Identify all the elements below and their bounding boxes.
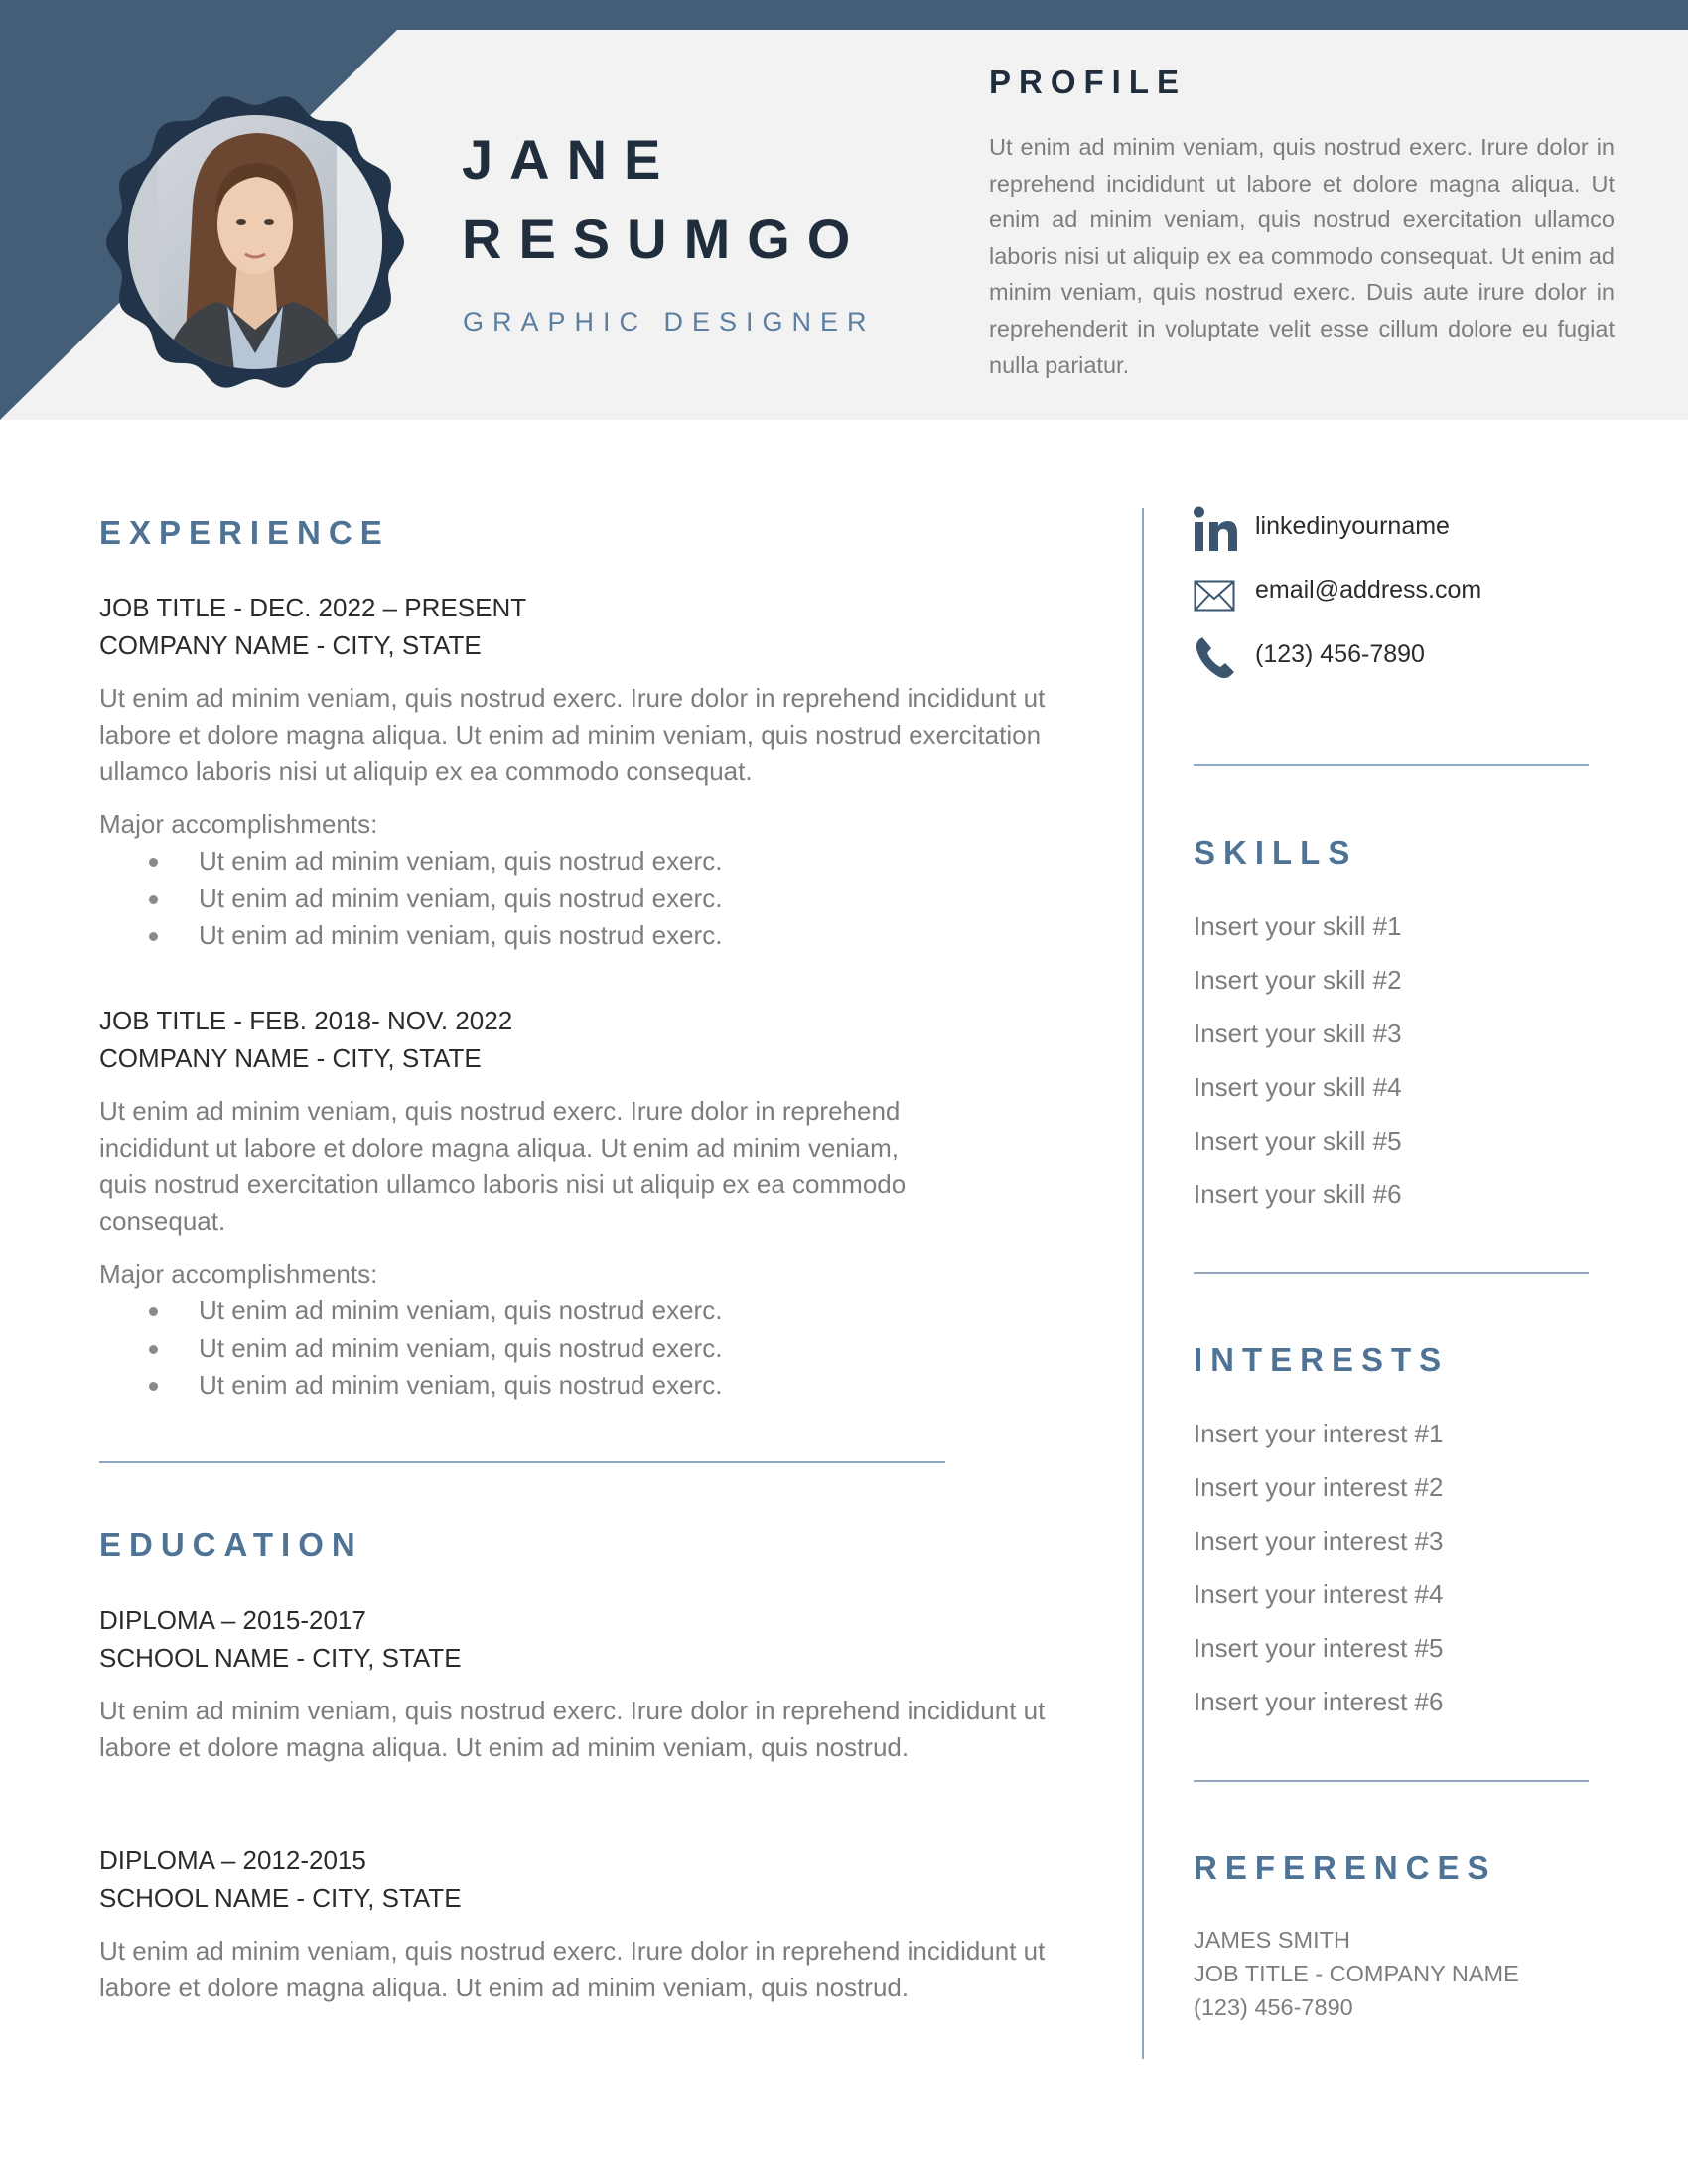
references-heading: REFERENCES [1194, 1849, 1497, 1886]
accomplishments-list [99, 843, 1102, 955]
education-entry [99, 1601, 1102, 1766]
accomplishment-item [99, 881, 1102, 918]
education-description: Ut enim ad minim veniam, quis nostrud exerc. Irure dolor in reprehend incididunt ut labore et dolore magna aliqua. Ut enim ad minim veniam, quis nostrud. [99, 1696, 1046, 1762]
interests-heading: INTERESTS [1194, 1341, 1450, 1378]
school-line: SCHOOL NAME - CITY, STATE [99, 1643, 462, 1673]
education-entry [99, 1842, 1102, 2006]
skill-item: Insert your skill #6 [1194, 1179, 1402, 1209]
job-description: Ut enim ad minim veniam, quis nostrud exerc. Irure dolor in reprehend incididunt ut labore et dolore magna aliqua. Ut enim ad minim veniam, quis nostrud exercitation ullamco laboris nisi ut aliquip ex ea commodo consequat. [99, 1096, 907, 1236]
accomplishment-item [99, 843, 1102, 881]
interest-item: Insert your interest #1 [1194, 1419, 1444, 1448]
last-name: RESUMGO [462, 207, 868, 270]
education-description: Ut enim ad minim veniam, quis nostrud exerc. Irure dolor in reprehend incididunt ut labore et dolore magna aliqua. Ut enim ad minim veniam, quis nostrud. [99, 1936, 1046, 2002]
skill-item: Insert your skill #2 [1194, 965, 1402, 995]
accomplishment-text: Ut enim ad minim veniam, quis nostrud exerc. [199, 846, 723, 876]
bullet-icon [149, 932, 158, 941]
accomplishment-item [99, 917, 1102, 955]
column-divider [1142, 508, 1144, 2059]
avatar [98, 85, 412, 399]
job-entry [99, 589, 1102, 955]
interests-list [1194, 1407, 1443, 1728]
accomplishments-label: Major accomplishments: [99, 809, 378, 839]
bullet-icon [149, 895, 158, 904]
header-top-band [0, 0, 1688, 30]
accomplishments-list [99, 1293, 933, 1405]
profile-heading: PROFILE [989, 64, 1188, 100]
linkedin-icon [1194, 506, 1237, 552]
interest-item: Insert your interest #2 [1194, 1472, 1444, 1502]
bullet-icon [149, 858, 158, 867]
section-divider [1194, 764, 1589, 766]
accomplishment-item [99, 1330, 933, 1368]
phone-text[interactable]: (123) 456-7890 [1255, 640, 1425, 668]
skill-item: Insert your skill #3 [1194, 1019, 1402, 1048]
experience-heading: EXPERIENCE [99, 514, 390, 551]
accomplishment-text: Ut enim ad minim veniam, quis nostrud exerc. [199, 883, 723, 913]
interest-item: Insert your interest #4 [1194, 1579, 1444, 1609]
company-line: COMPANY NAME - CITY, STATE [99, 630, 482, 660]
accomplishments-label: Major accomplishments: [99, 1259, 378, 1289]
job-description: Ut enim ad minim veniam, quis nostrud exerc. Irure dolor in reprehend incididunt ut labore et dolore magna aliqua. Ut enim ad minim veniam, quis nostrud exercitation ullamco laboris nisi ut aliquip ex ea commodo consequat. [99, 683, 1046, 786]
envelope-icon [1194, 580, 1235, 612]
skill-item: Insert your skill #5 [1194, 1126, 1402, 1156]
job-role: GRAPHIC DESIGNER [463, 307, 876, 337]
education-heading: EDUCATION [99, 1526, 363, 1563]
school-line: SCHOOL NAME - CITY, STATE [99, 1883, 462, 1913]
reference-title: JOB TITLE - COMPANY NAME [1194, 1961, 1519, 1986]
accomplishment-text: Ut enim ad minim veniam, quis nostrud exerc. [199, 1370, 723, 1400]
reference-entry [1194, 1923, 1519, 2024]
accomplishment-text: Ut enim ad minim veniam, quis nostrud exerc. [199, 1296, 723, 1325]
first-name: JANE [462, 128, 678, 191]
section-divider [99, 1461, 945, 1463]
section-divider [1194, 1272, 1589, 1274]
bullet-icon [149, 1307, 158, 1316]
profile-text: Ut enim ad minim veniam, quis nostrud exerc. Irure dolor in reprehend incididunt ut labore et dolore magna aliqua. Ut enim ad minim veniam, quis nostrud exercitation ullamco laboris nisi ut aliquip ex ea commodo consequat. Ut enim ad minim veniam, quis nostrud exerc. Duis aute irure dolor in reprehenderit in voluptate velit esse cillum dolore eu fugiat nulla pariatur. [989, 134, 1615, 378]
interest-item: Insert your interest #3 [1194, 1526, 1444, 1556]
reference-name: JAMES SMITH [1194, 1927, 1350, 1953]
diploma-line: DIPLOMA – 2012-2015 [99, 1845, 366, 1875]
phone-icon [1194, 635, 1237, 681]
bullet-icon [149, 1382, 158, 1391]
job-entry [99, 1002, 933, 1405]
job-title-line: JOB TITLE - DEC. 2022 – PRESENT [99, 593, 527, 622]
skill-item: Insert your skill #4 [1194, 1072, 1402, 1102]
accomplishment-text: Ut enim ad minim veniam, quis nostrud exerc. [199, 920, 723, 950]
interest-item: Insert your interest #5 [1194, 1633, 1444, 1663]
reference-phone: (123) 456-7890 [1194, 1994, 1353, 2020]
linkedin-text[interactable]: linkedinyourname [1255, 512, 1450, 540]
company-line: COMPANY NAME - CITY, STATE [99, 1043, 482, 1073]
job-title-line: JOB TITLE - FEB. 2018- NOV. 2022 [99, 1006, 513, 1035]
section-divider [1194, 1780, 1589, 1782]
accomplishment-item [99, 1293, 933, 1330]
interest-item: Insert your interest #6 [1194, 1687, 1444, 1716]
accomplishment-text: Ut enim ad minim veniam, quis nostrud exerc. [199, 1332, 723, 1363]
skills-list [1194, 899, 1402, 1221]
email-text[interactable]: email@address.com [1255, 576, 1482, 604]
bullet-icon [149, 1345, 158, 1354]
accomplishment-item [99, 1367, 933, 1405]
diploma-line: DIPLOMA – 2015-2017 [99, 1605, 366, 1635]
profile-photo [98, 85, 412, 399]
skills-heading: SKILLS [1194, 834, 1358, 871]
skill-item: Insert your skill #1 [1194, 911, 1402, 941]
